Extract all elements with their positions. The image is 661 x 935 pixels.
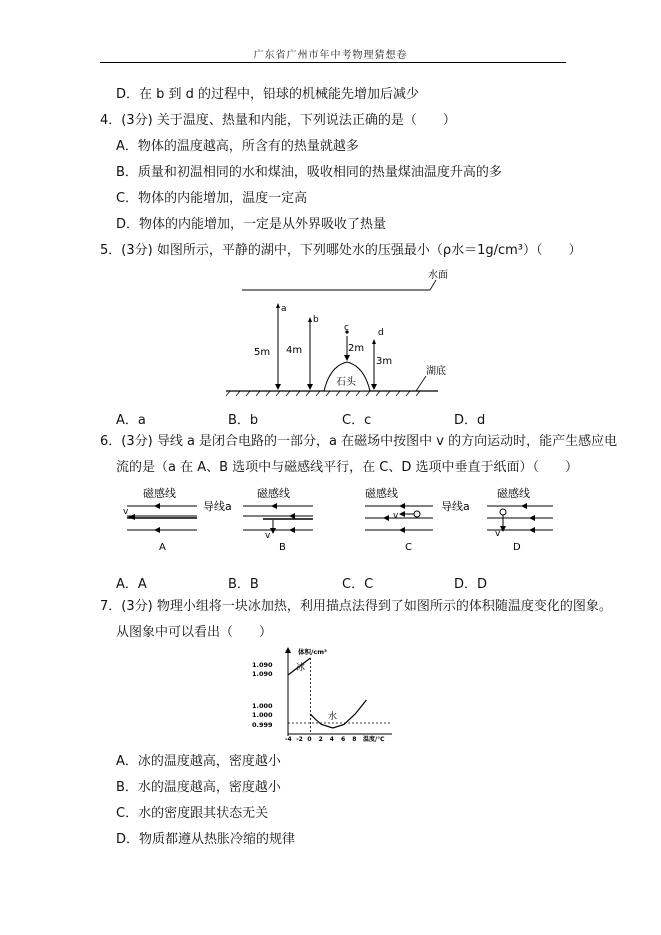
x-tick-label: 0 <box>307 736 312 743</box>
svg-text:v: v <box>123 507 129 517</box>
q7-option-d: D．物质都遵从热胀冷缩的规律 <box>116 832 296 847</box>
point-a-label: a <box>281 304 287 314</box>
q7-option-b: B．水的温度越高，密度越小 <box>116 780 281 795</box>
q6-stem-line1: 6．(3分) 导线 a 是闭合电路的一部分，a 在磁场中按图中 v 的方向运动时，能产生感应电 <box>100 434 618 449</box>
svg-text:磁感线: 磁感线 <box>257 487 290 500</box>
y-tick-1: 1.090 <box>252 661 273 669</box>
water-surface-label: 水面 <box>428 270 448 281</box>
stone-label: 石头 <box>336 377 356 388</box>
chart-xlabel: 温度/℃ <box>363 736 385 743</box>
q6-option-a: A．A <box>116 577 147 592</box>
q6-option-d: D．D <box>454 577 488 592</box>
q7-option-a: A．冰的温度越高，密度越小 <box>116 754 281 769</box>
lake-bottom-label: 湖底 <box>426 366 446 377</box>
panel-a <box>123 486 197 553</box>
annotation-ice: 冰 <box>296 663 306 673</box>
svg-text:B: B <box>279 542 286 553</box>
svg-text:磁感线: 磁感线 <box>497 487 530 500</box>
q6-option-c: C．C <box>342 577 374 592</box>
q7-option-c: C．水的密度跟其状态无关 <box>116 806 269 821</box>
svg-text:D: D <box>513 542 521 553</box>
panel-d <box>487 486 553 553</box>
panel-c <box>365 486 433 553</box>
page-header: 广东省广州市年中考物理猜想卷 <box>253 50 408 61</box>
point-c-label: c <box>344 323 349 333</box>
svg-text:C: C <box>405 542 412 553</box>
x-tick-label: -2 <box>296 736 303 743</box>
x-tick-label: 4 <box>329 736 334 743</box>
depth-d-label: 3m <box>376 356 393 367</box>
panel-b <box>243 486 313 553</box>
y-tick-5: 0.999 <box>252 721 273 729</box>
q4-option-b: B．质量和初温相同的水和煤油，吸收相同的热量煤油温度升高的多 <box>116 165 502 180</box>
svg-text:磁感线: 磁感线 <box>365 487 398 500</box>
q7-stem-line1: 7．(3分) 物理小组将一块冰加热，利用描点法得到了如图所示的体积随温度变化的图象。 <box>100 599 612 614</box>
depth-b-label: 4m <box>286 345 303 356</box>
annotation-water: 水 <box>328 712 338 722</box>
svg-text:v: v <box>265 531 271 541</box>
q7-volume-temperature-chart <box>250 644 400 744</box>
x-tick-label: 6 <box>341 736 346 743</box>
q4-option-d: D．物体的内能增加，一定是从外界吸收了热量 <box>116 217 387 232</box>
wire-label-d: 导线a <box>441 500 470 513</box>
x-tick-label: 2 <box>318 736 323 743</box>
series-water-line <box>310 700 366 728</box>
y-tick-3: 1.000 <box>252 702 273 710</box>
q3-option-d: D．在 b 到 d 的过程中，铅球的机械能先增加后减少 <box>116 87 420 102</box>
point-b-label: b <box>313 315 319 325</box>
q4-option-c: C．物体的内能增加，温度一定高 <box>116 191 308 206</box>
wire-label-a: 导线a <box>203 500 232 513</box>
x-tick-label: -4 <box>285 736 292 743</box>
q6-magnetic-figure <box>115 484 555 556</box>
svg-text:磁感线: 磁感线 <box>143 487 176 500</box>
svg-text:v: v <box>495 529 501 539</box>
svg-text:A: A <box>159 542 166 553</box>
chart-ylabel: 体积/cm³ <box>298 648 327 656</box>
q5-stem: 5．(3分) 如图所示，平静的湖中，下列哪处水的压强最小（ρ水＝1g/cm³）（ ） <box>100 243 582 258</box>
depth-a-label: 5m <box>254 347 271 358</box>
q6-stem-line2: 流的是（a 在 A、B 选项中与磁感线平行，在 C、D 选项中垂直于纸面）（ ） <box>116 460 579 475</box>
y-tick-4: 1.000 <box>252 711 273 719</box>
q4-option-a: A．物体的温度越高，所含有的热量就越多 <box>116 139 359 154</box>
y-tick-2: 1.090 <box>252 670 273 678</box>
point-d-label: d <box>378 328 384 338</box>
q7-stem-line2: 从图象中可以看出（ ） <box>116 625 273 640</box>
q4-stem: 4．(3分) 关于温度、热量和内能，下列说法正确的是（ ） <box>100 113 456 128</box>
depth-c-label: 2m <box>348 343 365 354</box>
q5-option-d: D．d <box>454 413 486 428</box>
header-rule <box>100 62 566 63</box>
q6-option-b: B．B <box>228 577 259 592</box>
q5-lake-figure <box>220 262 470 400</box>
q5-option-b: B．b <box>228 413 259 428</box>
q5-option-c: C．c <box>342 413 372 428</box>
q5-option-a: A．a <box>116 413 146 428</box>
x-tick-label: 8 <box>352 736 357 743</box>
svg-text:v: v <box>393 511 399 521</box>
